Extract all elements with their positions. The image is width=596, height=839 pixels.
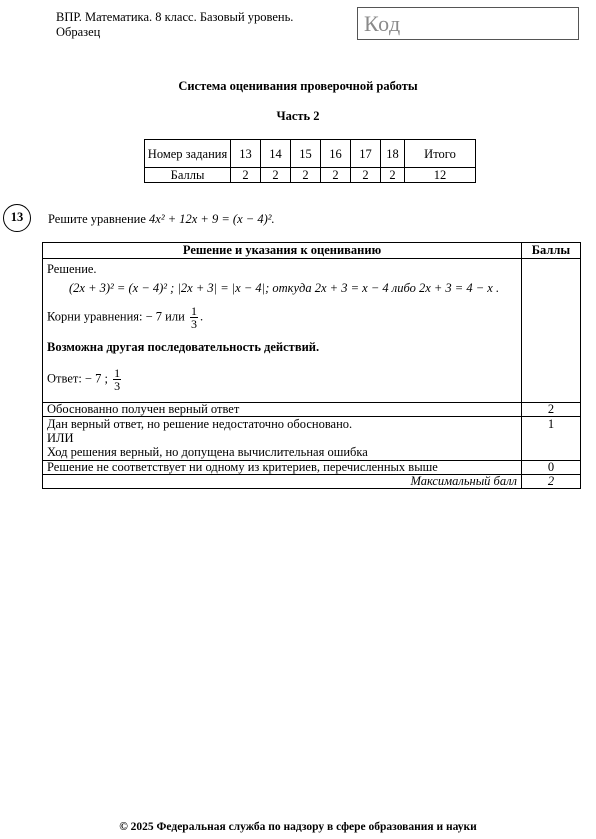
page-footer: © 2025 Федеральная служба по надзору в сфере образования и науки [119, 821, 477, 833]
points-cell: 2 [381, 168, 405, 183]
task-number-badge: 13 [3, 204, 31, 232]
task-number-cell: 18 [381, 140, 405, 168]
max-score-label: Максимальный балл [43, 475, 522, 489]
part-title: Часть 2 [276, 109, 320, 123]
task-number-cell: 16 [321, 140, 351, 168]
criterion-row-points: 2 [522, 403, 581, 417]
criterion-row-text: Обоснованно получен верный ответ [43, 403, 522, 417]
points-cell: 2 [291, 168, 321, 183]
criterion-row-points: 0 [522, 461, 581, 475]
criterion-row-points: 1 [522, 417, 581, 461]
solution-points-cell [522, 259, 581, 403]
max-score-value: 2 [522, 475, 581, 489]
criteria-table [42, 242, 581, 489]
roots-line: Корни уравнения: − 7 или $\frac{1}{3}$ . [47, 304, 204, 331]
task-number-cell: 17 [351, 140, 381, 168]
task-number-cell: 14 [261, 140, 291, 168]
total-points-cell: 12 [405, 168, 476, 183]
task-prompt: Решите уравнение [48, 212, 146, 226]
criterion-text-or: ИЛИ [47, 431, 74, 445]
solution-cell [43, 259, 522, 403]
score-table-row1-label: Номер задания [145, 140, 231, 168]
roots-text: Корни уравнения: − 7 или [47, 309, 185, 324]
points-cell: 2 [261, 168, 291, 183]
task-statement [48, 212, 275, 227]
roots-fraction-numerator: 1 [190, 304, 197, 318]
answer-text: Ответ: − 7 ; [47, 371, 108, 386]
solution-label: Решение. [47, 262, 97, 276]
score-table-row2-label: Баллы [145, 168, 231, 183]
code-field[interactable] [357, 7, 579, 40]
points-cell: 2 [351, 168, 381, 183]
task-number-cell: 15 [291, 140, 321, 168]
code-label: Код [364, 11, 401, 36]
score-table [144, 139, 476, 183]
total-label-cell: Итого [405, 140, 476, 168]
criterion-row-text [43, 417, 522, 461]
criterion-row-text: Решение не соответствует ни одному из критериев, перечисленных выше [43, 461, 522, 475]
points-column-header: Баллы [522, 243, 581, 259]
page-title: Система оценивания проверочной работы [178, 79, 418, 93]
task-equation: 4x² + 12x + 9 = (x − 4)². [149, 212, 275, 226]
answer-fraction [113, 367, 121, 392]
header-line-1: ВПР. Математика. 8 класс. Базовый уровень. [56, 10, 294, 24]
criterion-text-line: Ход решения верный, но допущена вычислительная ошибка [47, 445, 368, 459]
roots-fraction-denominator: 3 [190, 317, 197, 331]
document-header [56, 10, 293, 40]
header-line-2: Образец [56, 25, 101, 39]
points-cell: 2 [231, 168, 261, 183]
solution-column-header: Решение и указания к оцениванию [43, 243, 522, 259]
answer-fraction-denominator: 3 [114, 379, 121, 393]
answer-fraction-numerator: 1 [114, 366, 121, 380]
roots-fraction [190, 305, 198, 330]
criterion-text-line: Дан верный ответ, но решение недостаточно обосновано. [47, 417, 353, 431]
answer-line [47, 367, 517, 392]
solution-equation-line: (2x + 3)² = (x − 4)² ; |2x + 3| = |x − 4|; откуда 2x + 3 = x − 4 либо 2x + 3 = 4 − x . [69, 281, 500, 295]
points-cell: 2 [321, 168, 351, 183]
task-number-cell: 13 [231, 140, 261, 168]
alternative-note: Возможна другая последовательность действий. [47, 340, 320, 354]
